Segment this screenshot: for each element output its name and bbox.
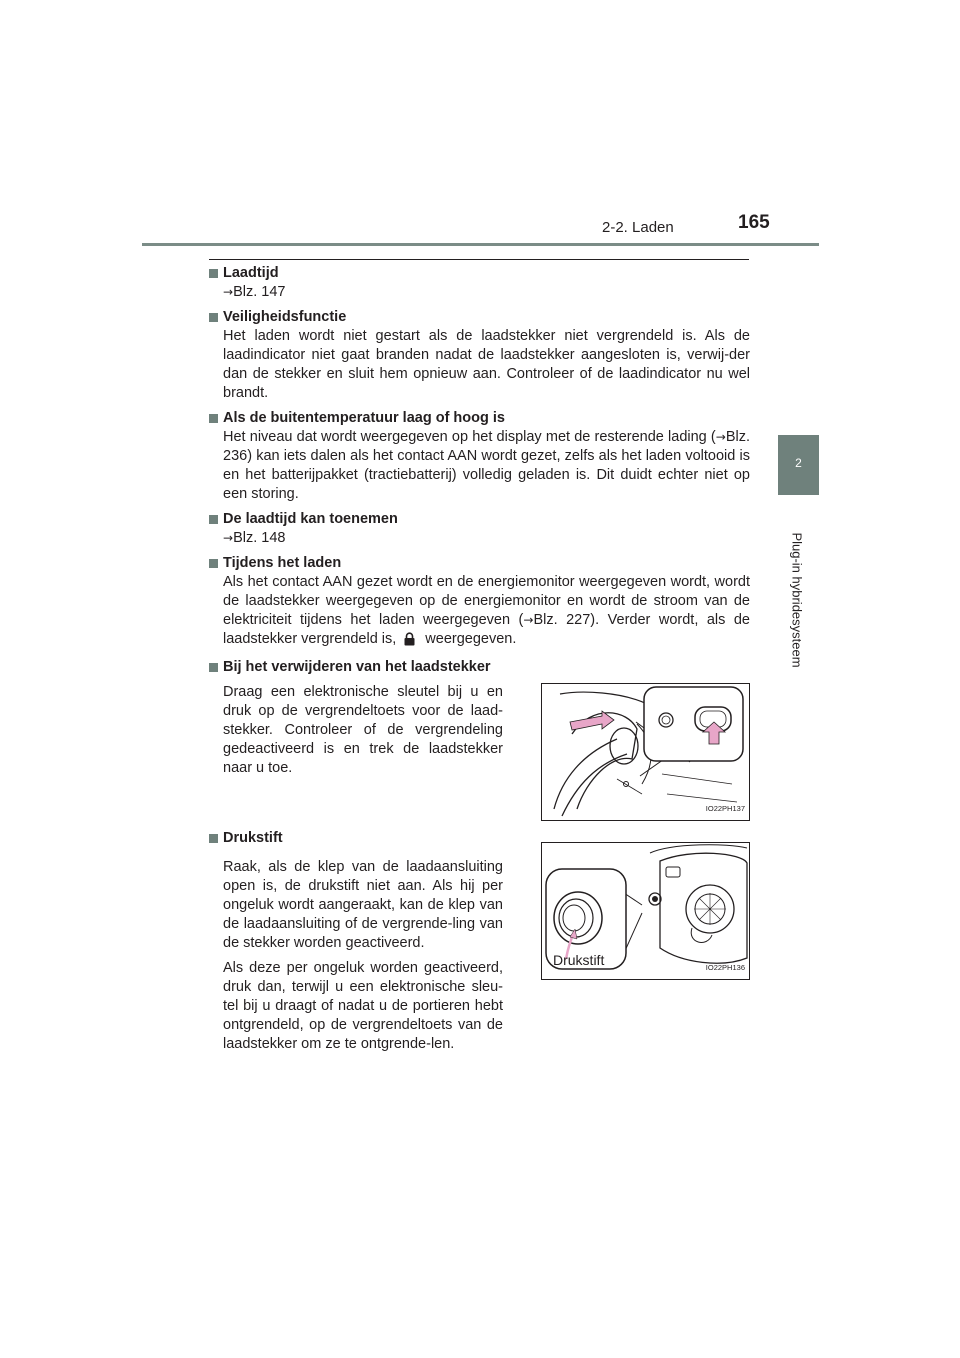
text-part: Het niveau dat wordt weergegeven op het display met de resterende lading ( [223, 429, 716, 445]
heading-text: Veiligheidsfunctie [223, 309, 347, 325]
section-veiligheidsfunctie [209, 308, 750, 403]
page-content [209, 264, 750, 1066]
heading-verwijderen [209, 658, 750, 677]
header-rule [142, 243, 819, 246]
lock-icon [404, 632, 415, 652]
arrow-right-icon: → [523, 613, 534, 627]
paragraph [209, 428, 750, 504]
figure-push-pin [541, 842, 750, 980]
section-drukstift [209, 829, 750, 1060]
heading-text: Drukstift [223, 830, 283, 846]
section-laadtijd [209, 264, 750, 302]
figure-charging-plug [541, 683, 750, 821]
arrow-right-icon: → [223, 285, 234, 299]
text-part: Als het contact AAN gezet wordt en de energiemonitor weergegeven wordt, wordt de laadstekker weergegeven op de energiemonitor en wordt de stroom van de elektriciteit tijdens het laden weergegeven ( [223, 574, 750, 628]
chapter-label: Plug-in hybridesysteem [789, 532, 805, 668]
heading-text: Laadtijd [223, 265, 279, 281]
section-verwijderen [209, 658, 750, 821]
arrow-right-icon: → [715, 430, 726, 444]
bullet-square-icon [209, 559, 218, 568]
paragraph [209, 573, 750, 652]
figure-id: IO22PH136 [705, 963, 745, 972]
figure-text [223, 683, 503, 821]
reference-text: Blz. 148 [233, 530, 286, 546]
heading-veiligheid [209, 308, 750, 327]
figure-block [209, 683, 750, 821]
arrow-right-icon: → [223, 531, 234, 545]
figure-text [223, 858, 503, 1060]
heading-toenemen [209, 510, 750, 529]
section-tijdens [209, 554, 750, 652]
heading-text: Bij het verwijderen van het laadstekker [223, 659, 491, 675]
bullet-square-icon [209, 834, 218, 843]
heading-tijdens [209, 554, 750, 573]
heading-temperatuur [209, 409, 750, 428]
text-part: weergegeven. [425, 631, 517, 647]
bullet-square-icon [209, 515, 218, 524]
heading-text: Als de buitentemperatuur laag of hoog is [223, 410, 505, 426]
page-reference[interactable] [209, 283, 750, 302]
paragraph: Draag een elektronische sleutel bij u en druk op de vergrendeltoets voor de laad-stekker. Controleer of de vergrendeling gedeactiveerd is en trek de laadstekker naar u toe. [223, 684, 503, 776]
reference-text: Blz. 147 [233, 284, 286, 300]
heading-text: De laadtijd kan toenemen [223, 511, 398, 527]
paragraph: Het laden wordt niet gestart als de laadstekker niet vergrendeld is. Als de laadindicator niet gaat branden nadat de laadstekker aangesloten is, verwij-der dan de stekker en sluit hem opnieuw aan. Controleer of de laadindicator nu wel brandt. [223, 328, 750, 401]
heading-laadtijd [209, 264, 750, 283]
section-temperatuur [209, 409, 750, 504]
page-reference[interactable] [209, 529, 750, 548]
paragraph: Raak, als de klep van de laadaansluiting open is, de drukstift niet aan. Als hij per ongeluk wordt aangeraakt, kan de klep van de laadaansluiting of de vergrende-ling van de stekker worden geactiveerd. [223, 859, 503, 951]
section-title: 2-2. Laden [602, 219, 674, 236]
bullet-square-icon [209, 313, 218, 322]
heading-text: Tijdens het laden [223, 555, 342, 571]
chapter-tab[interactable]: 2 [778, 435, 819, 495]
figure-id: IO22PH137 [705, 804, 745, 813]
figure-label: Drukstift [553, 952, 605, 968]
bullet-square-icon [209, 269, 218, 278]
text-part: Blz. 236) kan iets dalen als het contact AAN wordt gezet, zelfs als het laden voltooid is en het batterijpakket (tractiebatterij) volledig geladen is. Dit duidt echter niet op een storing. [223, 429, 750, 502]
bullet-square-icon [209, 663, 218, 672]
content-rule [209, 259, 749, 260]
figure-block [209, 858, 750, 1060]
paragraph: Als deze per ongeluk worden geactiveerd, druk dan, terwijl u een elektronische sleu-tel bij u draagt of nadat u de portieren hebt ontgrendeld, op de vergrendeltoets van de laadstekker om ze te ontgrende-len. [223, 960, 503, 1052]
section-toenemen [209, 510, 750, 548]
text-part: Blz. 227). Verder wordt, als de laadstekker vergrendeld is, [223, 612, 750, 647]
bullet-square-icon [209, 414, 218, 423]
page-number: 165 [738, 212, 770, 233]
